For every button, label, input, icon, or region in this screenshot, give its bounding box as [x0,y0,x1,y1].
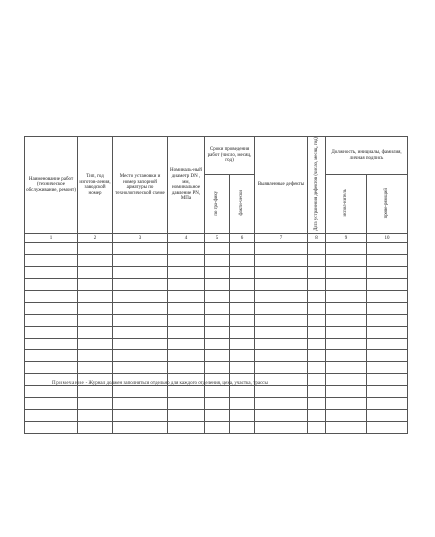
table-cell[interactable] [308,374,326,386]
table-cell[interactable] [168,362,205,374]
table-cell[interactable] [308,279,326,291]
table-cell[interactable] [308,326,326,338]
journal-form [24,136,407,434]
footnote-label: Примечание [52,381,85,386]
table-cell[interactable] [230,279,255,291]
header-place: Место установки и номер запорной арматуры по технологической схеме [113,137,168,234]
table-cell[interactable] [308,291,326,303]
table-cell[interactable] [113,386,168,398]
table-cell[interactable] [308,243,326,255]
table-cell[interactable] [230,362,255,374]
table-cell[interactable] [205,267,230,279]
table-cell[interactable] [113,398,168,410]
table-cell[interactable] [168,338,205,350]
header-name: Наименование работ (техническое обслуживание, ремонт) [25,137,78,234]
column-number: 8 [308,234,326,243]
table-cell[interactable] [308,362,326,374]
table-cell[interactable] [25,398,78,410]
table-cell[interactable] [367,243,408,255]
table-cell[interactable] [367,409,408,421]
table-row [25,267,408,279]
table-cell[interactable] [326,362,367,374]
column-number: 6 [230,234,255,243]
table-cell[interactable] [255,291,308,303]
table-cell[interactable] [205,326,230,338]
table-cell[interactable] [205,243,230,255]
table-cell[interactable] [326,326,367,338]
table-cell[interactable] [168,386,205,398]
table-cell[interactable] [367,374,408,386]
column-number: 2 [78,234,113,243]
table-cell[interactable] [326,291,367,303]
table-cell[interactable] [230,409,255,421]
table-cell[interactable] [78,255,113,267]
table-cell[interactable] [205,291,230,303]
column-number: 3 [113,234,168,243]
table-cell[interactable] [25,326,78,338]
header-signature: Должность, инициалы, фамилия, личная подпись [326,137,408,175]
table-row [25,255,408,267]
table-cell[interactable] [113,338,168,350]
header-terms-plan-label: по гра-фику [214,190,220,216]
table-cell[interactable] [78,267,113,279]
table-cell[interactable] [308,267,326,279]
table-row [25,291,408,303]
table-cell[interactable] [168,267,205,279]
table-cell[interactable] [168,291,205,303]
table-cell[interactable] [326,255,367,267]
table-cell[interactable] [78,409,113,421]
table-cell[interactable] [168,255,205,267]
header-sig-check-label: прове-ряющий [384,187,390,219]
header-defects: Выявленные дефекты [255,137,308,234]
table-cell[interactable] [205,409,230,421]
table-cell[interactable] [168,409,205,421]
table-cell[interactable] [255,338,308,350]
table-cell[interactable] [308,255,326,267]
table-cell[interactable] [230,302,255,314]
table-cell[interactable] [367,267,408,279]
table-cell[interactable] [113,350,168,362]
table-cell[interactable] [25,338,78,350]
table-cell[interactable] [255,314,308,326]
table-body [25,243,408,433]
header-sig-exec [326,175,367,234]
table-row [25,386,408,398]
header-type: Тип, год изготов-ления, заводской номер [78,137,113,234]
table-cell[interactable] [326,302,367,314]
table-cell[interactable] [25,267,78,279]
journal-table [24,136,408,434]
table-cell[interactable] [78,291,113,303]
column-number: 5 [205,234,230,243]
table-cell[interactable] [230,326,255,338]
table-row [25,350,408,362]
header-sig-exec-label: испол-нитель [343,189,349,217]
table-cell[interactable] [255,279,308,291]
table-row [25,326,408,338]
table-cell[interactable] [25,362,78,374]
table-cell[interactable] [230,338,255,350]
table-cell[interactable] [78,350,113,362]
table-cell[interactable] [113,291,168,303]
table-cell[interactable] [326,243,367,255]
table-cell[interactable] [25,386,78,398]
table-cell[interactable] [168,279,205,291]
table-cell[interactable] [205,362,230,374]
table-cell[interactable] [230,255,255,267]
table-cell[interactable] [168,421,205,433]
table-row [25,421,408,433]
table-cell[interactable] [78,386,113,398]
table-cell[interactable] [326,409,367,421]
table-cell[interactable] [308,350,326,362]
table-cell[interactable] [113,302,168,314]
table-row [25,279,408,291]
table-cell[interactable] [326,350,367,362]
table-cell[interactable] [255,267,308,279]
table-cell[interactable] [326,398,367,410]
table-cell[interactable] [255,409,308,421]
table-cell[interactable] [367,398,408,410]
table-row [25,338,408,350]
table-cell[interactable] [230,421,255,433]
table-cell[interactable] [25,314,78,326]
table-cell[interactable] [230,291,255,303]
header-terms-fact-label: факти-чески [239,190,245,216]
table-cell[interactable] [205,421,230,433]
table-cell[interactable] [255,302,308,314]
header-terms-plan [205,175,230,234]
table-cell[interactable] [230,398,255,410]
table-cell[interactable] [205,302,230,314]
table-cell[interactable] [205,279,230,291]
table-cell[interactable] [78,243,113,255]
table-cell[interactable] [326,421,367,433]
table-cell[interactable] [168,398,205,410]
table-cell[interactable] [367,291,408,303]
table-cell[interactable] [113,314,168,326]
table-cell[interactable] [326,338,367,350]
table-cell[interactable] [78,362,113,374]
table-cell[interactable] [113,362,168,374]
table-cell[interactable] [113,421,168,433]
column-numbers-row [25,234,408,243]
table-cell[interactable] [25,255,78,267]
table-row [25,409,408,421]
column-number: 1 [25,234,78,243]
table-cell[interactable] [78,302,113,314]
table-cell[interactable] [326,374,367,386]
table-cell[interactable] [168,326,205,338]
column-number: 4 [168,234,205,243]
table-cell[interactable] [78,314,113,326]
table-cell[interactable] [230,350,255,362]
table-cell[interactable] [78,338,113,350]
table-cell[interactable] [113,409,168,421]
table-cell[interactable] [367,302,408,314]
table-row [25,314,408,326]
table-cell[interactable] [25,291,78,303]
table-cell[interactable] [255,255,308,267]
header-fix-date-label: Дата устранения дефектов (число, месяц, год) [313,137,319,231]
table-cell[interactable] [25,302,78,314]
column-number: 7 [255,234,308,243]
table-cell[interactable] [326,386,367,398]
table-cell[interactable] [25,421,78,433]
table-cell[interactable] [113,255,168,267]
table-cell[interactable] [308,421,326,433]
table-cell[interactable] [78,398,113,410]
table-cell[interactable] [78,326,113,338]
table-cell[interactable] [78,421,113,433]
table-cell[interactable] [25,350,78,362]
table-cell[interactable] [113,279,168,291]
table-cell[interactable] [308,398,326,410]
table-cell[interactable] [25,243,78,255]
header-terms-fact [230,175,255,234]
table-cell[interactable] [205,398,230,410]
table-row [25,398,408,410]
table-cell[interactable] [367,386,408,398]
table-cell[interactable] [113,326,168,338]
table-cell[interactable] [255,386,308,398]
header-dn: Номиналь-ный диаметр DN , мм, номинальное давление PN, МПа [168,137,205,234]
table-cell[interactable] [230,314,255,326]
header-fix-date [308,137,326,234]
table-cell[interactable] [205,338,230,350]
table-cell[interactable] [255,350,308,362]
table-cell[interactable] [168,243,205,255]
table-cell[interactable] [168,314,205,326]
table-cell[interactable] [205,255,230,267]
table-cell[interactable] [367,350,408,362]
footnote-text: - Журнал должен заполняться отдельно для каждого отделения, цеха, участка, трассы [84,381,268,386]
table-cell[interactable] [168,302,205,314]
table-row [25,243,408,255]
table-cell[interactable] [308,409,326,421]
table-cell[interactable] [255,326,308,338]
column-number: 10 [367,234,408,243]
table-cell[interactable] [230,386,255,398]
header-terms: Сроки проведения работ (число, месяц, год) [205,137,255,175]
table-cell[interactable] [230,267,255,279]
table-cell[interactable] [326,267,367,279]
table-cell[interactable] [367,338,408,350]
table-cell[interactable] [205,386,230,398]
table-cell[interactable] [367,314,408,326]
table-cell[interactable] [255,362,308,374]
table-cell[interactable] [255,398,308,410]
table-cell[interactable] [78,279,113,291]
table-cell[interactable] [308,386,326,398]
table-cell[interactable] [255,421,308,433]
table-cell[interactable] [205,314,230,326]
column-number: 9 [326,234,367,243]
table-cell[interactable] [25,409,78,421]
table-cell[interactable] [308,314,326,326]
table-cell[interactable] [113,267,168,279]
table-cell[interactable] [367,279,408,291]
table-cell[interactable] [326,314,367,326]
table-cell[interactable] [168,350,205,362]
table-cell[interactable] [113,243,168,255]
table-cell[interactable] [326,279,367,291]
header-sig-check [367,175,408,234]
table-cell[interactable] [367,362,408,374]
table-cell[interactable] [25,279,78,291]
table-cell[interactable] [230,243,255,255]
table-row [25,362,408,374]
table-cell[interactable] [367,421,408,433]
table-cell[interactable] [367,255,408,267]
table-cell[interactable] [308,302,326,314]
table-cell[interactable] [367,326,408,338]
table-row [25,302,408,314]
footnote [52,381,268,386]
table-cell[interactable] [308,338,326,350]
table-cell[interactable] [205,350,230,362]
table-cell[interactable] [255,243,308,255]
